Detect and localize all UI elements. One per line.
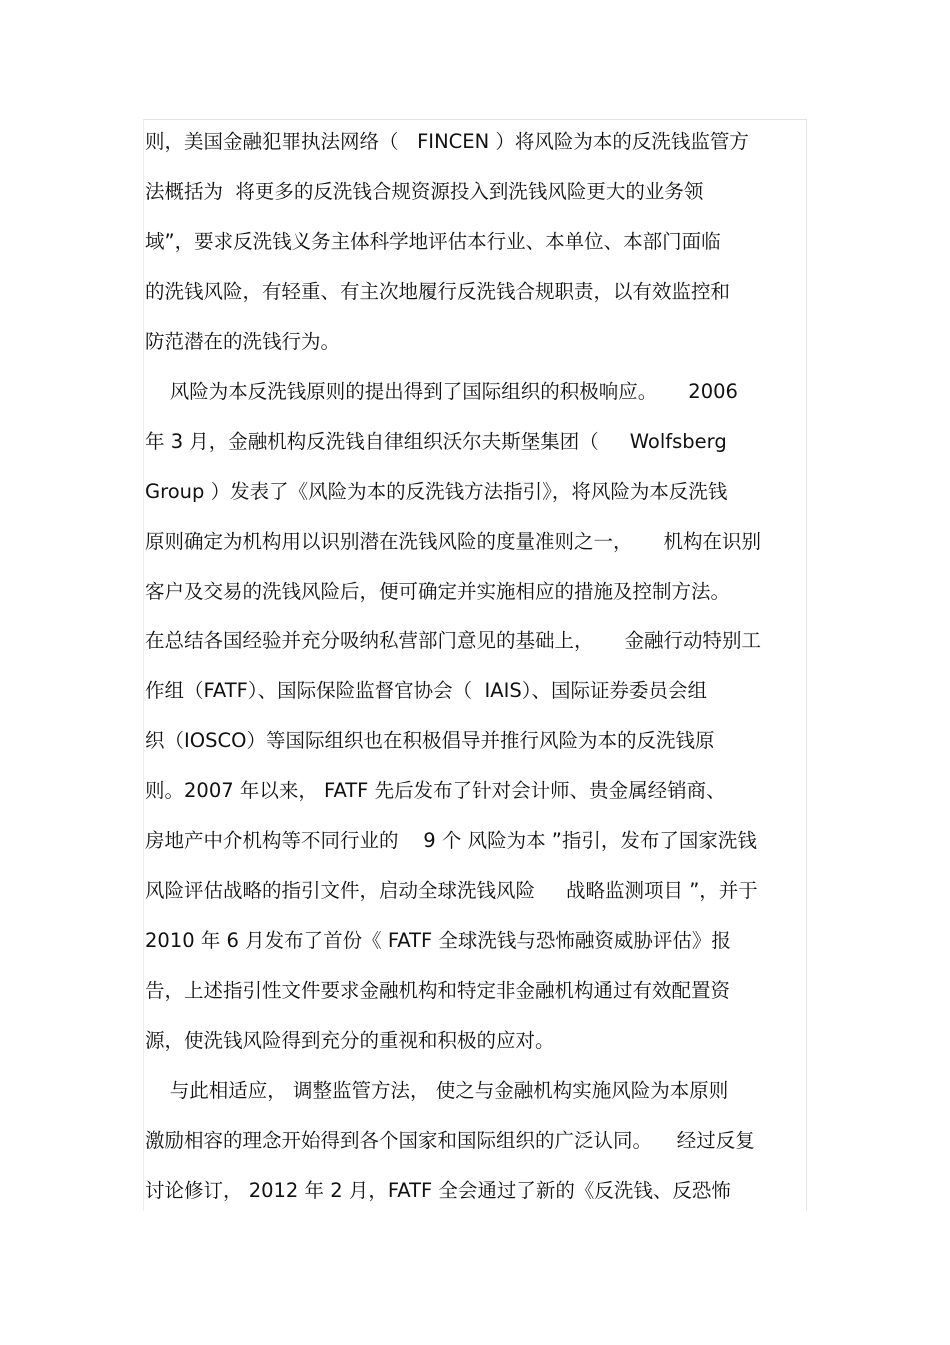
text-line: 源，使洗钱风险得到充分的重视和积极的应对。 [145,1029,555,1052]
text-line: 则，美国金融犯罪执法网络（ FINCEN ）将风险为本的反洗钱监管方 [145,130,749,153]
text-line: 房地产中介机构等不同行业的 9 个 风险为本 ”指引，发布了国家洗钱 [145,829,757,852]
text-line: Group ）发表了《风险为本的反洗钱方法指引》，将风险为本反洗钱 [145,480,728,503]
text-line: 域”，要求反洗钱义务主体科学地评估本行业、本单位、本部门面临 [145,230,721,253]
text-line: 则。2007 年以来， FATF 先后发布了针对会计师、贵金属经销商、 [145,779,726,802]
text-line: 讨论修订， 2012 年 2 月，FATF 全会通过了新的《反洗钱、反恐怖 [145,1179,731,1202]
text-line: 告，上述指引性文件要求金融机构和特定非金融机构通过有效配置资 [145,979,731,1002]
text-line: 原则确定为机构用以识别潜在洗钱风险的度量准则之一， 机构在识别 [145,530,761,553]
text-line: 织（IOSCO）等国际组织也在积极倡导并推行风险为本的反洗钱原 [145,729,715,752]
text-line: 激励相容的理念开始得到各个国家和国际组织的广泛认同。 经过反复 [145,1129,755,1152]
text-line: 客户及交易的洗钱风险后，便可确定并实施相应的措施及控制方法。 [145,580,731,603]
text-line: 的洗钱风险，有轻重、有主次地履行反洗钱合规职责，以有效监控和 [145,280,731,303]
text-line: 在总结各国经验并充分吸纳私营部门意见的基础上， 金融行动特别工 [145,629,761,652]
text-line: 风险为本反洗钱原则的提出得到了国际组织的积极响应。 2006 [145,380,738,403]
text-line: 防范潜在的洗钱行为。 [145,330,341,353]
text-line: 2010 年 6 月发布了首份《 FATF 全球洗钱与恐怖融资威胁评估》报 [145,929,731,952]
text-line: 与此相适应， 调整监管方法， 使之与金融机构实施风险为本原则 [145,1079,729,1102]
text-line: 年 3 月，金融机构反洗钱自律组织沃尔夫斯堡集团（ Wolfsberg [145,430,727,453]
text-line: 作组（FATF）、国际保险监督官协会（ IAIS）、国际证券委员会组 [145,679,707,702]
text-line: 风险评估战略的指引文件，启动全球洗钱风险 战略监测项目 ”，并于 [145,879,758,902]
text-line: 法概括为 将更多的反洗钱合规资源投入到洗钱风险更大的业务领 [145,180,704,203]
